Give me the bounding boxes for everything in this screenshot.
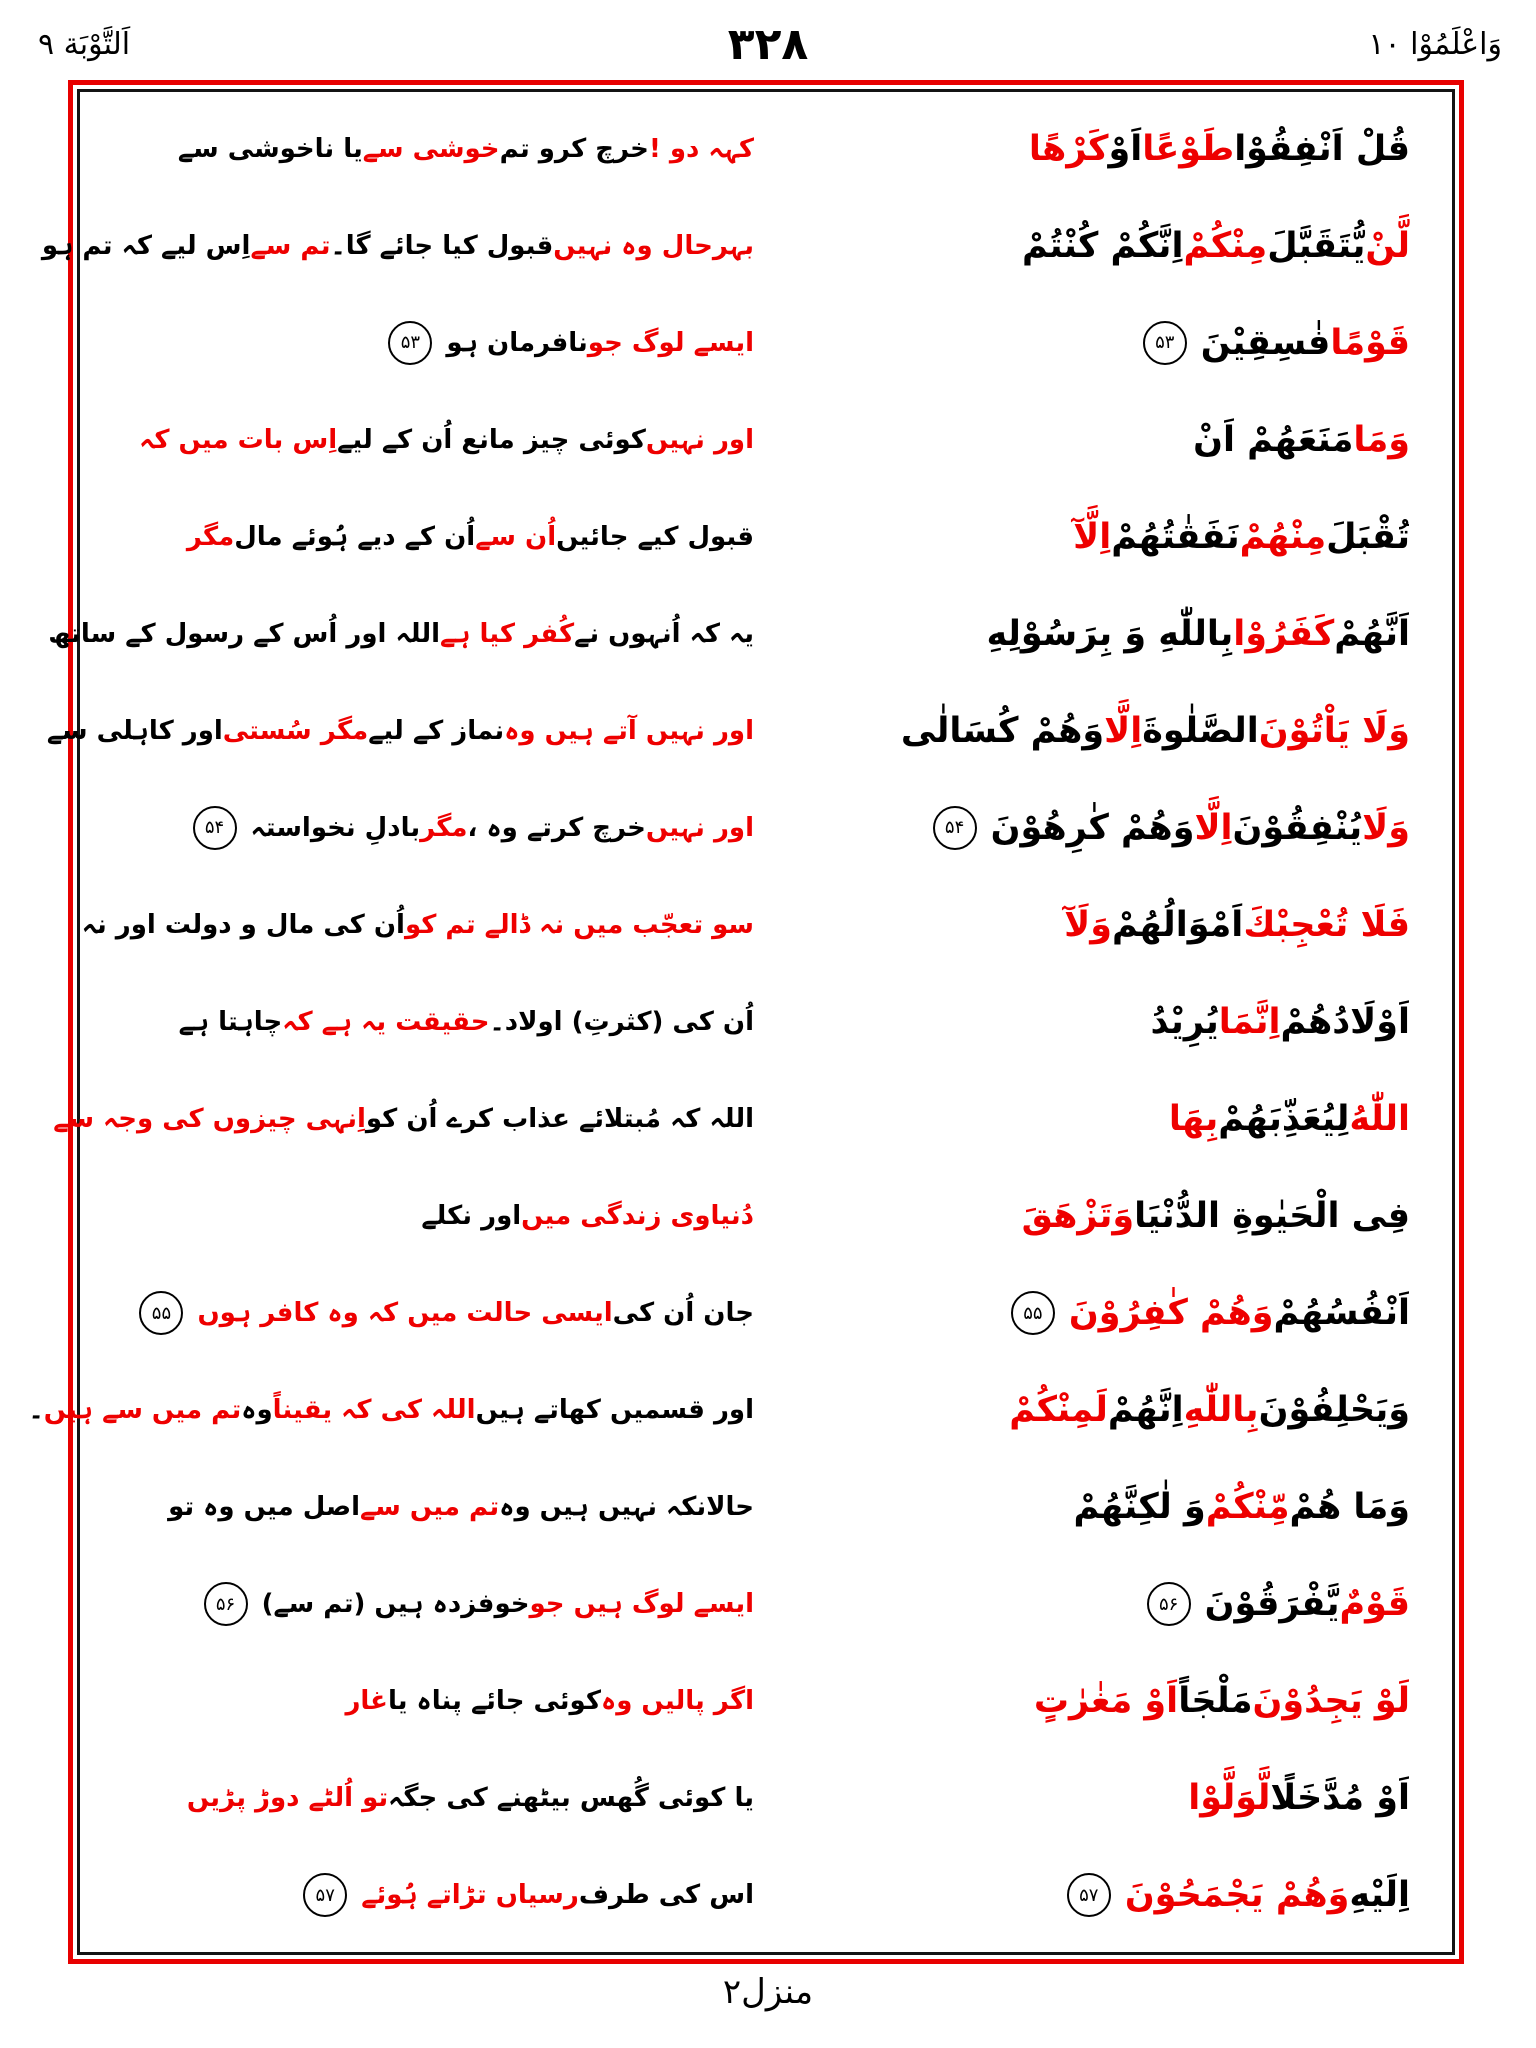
verse-number-badge: ۵۴ bbox=[193, 806, 237, 850]
text-segment: قُلْ اَنْفِقُوْا bbox=[1234, 128, 1410, 169]
page-border-frame bbox=[28, 80, 1464, 1964]
text-segment: غار bbox=[345, 1686, 388, 1717]
manzil-label: منزل۲ bbox=[722, 1972, 814, 2012]
urdu-translation-line-18 bbox=[94, 1750, 754, 1847]
verse-number-badge: ۵۳ bbox=[388, 321, 432, 365]
arabic-quran-line-4 bbox=[774, 391, 1410, 488]
text-segment: قَوْمًا bbox=[1330, 322, 1410, 363]
text-segment: اگر پالیں وہ bbox=[600, 1686, 754, 1717]
inner-border bbox=[28, 89, 1455, 1955]
text-segment: اور کاہلی سے bbox=[46, 715, 223, 746]
text-segment: اَنْفُسُهُمْ bbox=[1273, 1293, 1410, 1334]
text-segment: لِيُعَذِّبَهُمْ bbox=[1218, 1098, 1350, 1139]
text-segment: وَهُمْ يَجْمَحُوْنَ bbox=[1124, 1875, 1350, 1916]
urdu-translation-line-10 bbox=[94, 973, 754, 1070]
text-segment: اور نہیں bbox=[645, 424, 754, 455]
text-segment: اِس بات میں کہ bbox=[139, 424, 338, 455]
text-segment: کہہ دو ! bbox=[648, 133, 754, 164]
arabic-quran-line-14 bbox=[774, 1362, 1410, 1459]
urdu-translation-line-5 bbox=[94, 488, 754, 585]
text-segment: اِنَّمَا bbox=[1218, 1001, 1281, 1042]
arabic-quran-line-15 bbox=[774, 1459, 1410, 1556]
arabic-quran-line-8 bbox=[774, 779, 1410, 876]
urdu-translation-line-3 bbox=[94, 294, 754, 391]
text-segment: اصل میں وہ تو bbox=[168, 1492, 361, 1523]
text-segment: فٰسِقِيْنَ bbox=[1200, 322, 1331, 363]
text-segment: کوئی چیز مانع اُن کے لیے bbox=[337, 424, 646, 455]
text-segment: اِلَّا bbox=[1194, 807, 1233, 848]
text-segment: ایسی حالت میں کہ وہ کافر ہوں bbox=[197, 1298, 613, 1329]
arabic-quran-line-3 bbox=[774, 294, 1410, 391]
arabic-quran-line-16 bbox=[774, 1556, 1410, 1653]
arabic-quran-line-6 bbox=[774, 585, 1410, 682]
text-segment: اِنَّكُمْ كُنْتُمْ bbox=[1021, 225, 1184, 266]
text-segment: اَنَّهُمْ bbox=[1334, 613, 1410, 654]
text-segment: نافرمان ہو bbox=[446, 327, 588, 358]
text-segment: وَهُمْ كٰفِرُوْنَ bbox=[1068, 1293, 1274, 1334]
text-segment: ۔ bbox=[28, 1395, 44, 1426]
verse-number-badge: ۵۵ bbox=[139, 1291, 183, 1335]
text-segment: تم سے bbox=[250, 230, 331, 261]
text-segment: اُن کی (کثرتِ) اولاد۔ bbox=[489, 1006, 754, 1037]
text-segment: اُن کے دیے ہُوئے مال bbox=[234, 521, 476, 552]
urdu-translation-line-8 bbox=[94, 779, 754, 876]
text-segment: نَفَقٰتُهُمْ bbox=[1111, 516, 1240, 557]
text-segment: لَوْ يَجِدُوْنَ bbox=[1252, 1681, 1410, 1722]
text-segment: اُن سے bbox=[475, 521, 557, 552]
arabic-quran-line-2 bbox=[774, 197, 1410, 294]
text-segment: قبول کیا جائے گا۔ bbox=[330, 230, 554, 261]
text-segment: ایسے لوگ ہیں جو bbox=[529, 1589, 754, 1620]
urdu-translation-line-1 bbox=[94, 100, 754, 197]
verse-number-badge: ۵۳ bbox=[1143, 321, 1187, 365]
text-segment: اور قسمیں کھاتے ہیں bbox=[475, 1395, 754, 1426]
verse-number-badge: ۵۵ bbox=[1011, 1291, 1055, 1335]
text-segment: وَمَا bbox=[1353, 419, 1410, 460]
urdu-translation-line-14 bbox=[28, 1362, 754, 1459]
verse-number-badge: ۵۷ bbox=[1067, 1873, 1111, 1917]
text-segment: وَتَزْهَقَ bbox=[1021, 1196, 1135, 1237]
urdu-translation-line-17 bbox=[94, 1653, 754, 1750]
text-segment: قَوْمٌ bbox=[1339, 1584, 1410, 1625]
text-segment: بادلِ نخواستہ bbox=[250, 812, 421, 843]
text-segment: حالانکہ نہیں ہیں وہ bbox=[499, 1492, 754, 1523]
text-segment: یا ناخوشی سے bbox=[177, 133, 363, 164]
text-segment: چاہتا ہے bbox=[178, 1006, 283, 1037]
urdu-translation-line-4 bbox=[94, 391, 754, 488]
text-segment: اللّٰهُ bbox=[1349, 1098, 1410, 1139]
urdu-translation-line-2 bbox=[41, 197, 754, 294]
text-segment: وَلَا bbox=[1362, 807, 1410, 848]
arabic-quran-line-5 bbox=[774, 488, 1410, 585]
text-segment: قبول کیے جائیں bbox=[556, 521, 754, 552]
juz-marker: وَاعْلَمُوْا ۱۰ bbox=[1368, 26, 1502, 62]
text-segment: تُقْبَلَ bbox=[1326, 516, 1410, 557]
arabic-quran-line-7 bbox=[774, 682, 1410, 779]
verse-number-badge: ۵۶ bbox=[1147, 1582, 1191, 1626]
text-segment: اُن کی مال و دولت اور نہ bbox=[81, 909, 405, 940]
urdu-translation-line-16 bbox=[94, 1556, 754, 1653]
urdu-translation-line-12 bbox=[94, 1168, 754, 1265]
text-segment: اَوْ مَغٰرٰتٍ bbox=[1033, 1681, 1179, 1722]
text-segment: الصَّلٰوةَ bbox=[1142, 710, 1259, 751]
text-segment: يُّتَقَبَّلَ bbox=[1267, 225, 1366, 266]
text-segment: اِلَّآ bbox=[1073, 516, 1112, 557]
urdu-translation-line-13 bbox=[94, 1265, 754, 1362]
text-segment: کُفر کیا ہے bbox=[440, 618, 575, 649]
text-segment: مِنْكُمْ bbox=[1183, 225, 1268, 266]
arabic-quran-line-19 bbox=[774, 1847, 1410, 1944]
text-segment: يُنْفِقُوْنَ bbox=[1232, 807, 1363, 848]
text-segment: اللہ کہ مُبتلائے عذاب کرے اُن کو bbox=[365, 1103, 754, 1134]
text-segment: خوفزدہ ہیں (تم سے) bbox=[261, 1589, 530, 1620]
text-segment: اِلَيْهِ bbox=[1349, 1875, 1410, 1916]
text-segment: تم میں سے bbox=[360, 1492, 500, 1523]
text-segment: سو تعجّب میں نہ ڈالے تم کو bbox=[404, 909, 754, 940]
text-segment: مگر bbox=[186, 521, 235, 552]
urdu-translation-line-9 bbox=[81, 876, 754, 973]
text-segment: اَمْوَالُهُمْ bbox=[1112, 904, 1244, 945]
text-segment: وَلَا يَاْتُوْنَ bbox=[1258, 710, 1410, 751]
arabic-text-column bbox=[774, 100, 1410, 1944]
arabic-quran-line-12 bbox=[774, 1168, 1410, 1265]
text-segment: رسیاں تڑاتے ہُوئے bbox=[361, 1880, 579, 1911]
text-segment: فِى الْحَيٰوةِ الدُّنْيَا bbox=[1134, 1196, 1410, 1237]
text-segment: اللہ کی کہ یقیناً bbox=[272, 1395, 476, 1426]
text-segment: مگر bbox=[420, 812, 468, 843]
urdu-translation-column bbox=[28, 100, 754, 1944]
text-segment: وَ لٰكِنَّهُمْ bbox=[1073, 1487, 1206, 1528]
text-segment: يُرِيْدُ bbox=[1150, 1001, 1219, 1042]
text-segment: وَيَحْلِفُوْنَ bbox=[1258, 1390, 1410, 1431]
text-segment: اَوْلَادُهُمْ bbox=[1280, 1001, 1410, 1042]
urdu-translation-line-6 bbox=[48, 585, 754, 682]
text-segment: جان اُن کی bbox=[612, 1298, 754, 1329]
text-segment: خوشی سے bbox=[362, 133, 500, 164]
arabic-quran-line-1 bbox=[774, 100, 1410, 197]
text-segment: اِنَّهُمْ bbox=[1107, 1390, 1184, 1431]
text-segment: اس کی طرف bbox=[578, 1880, 754, 1911]
arabic-quran-line-18 bbox=[774, 1750, 1410, 1847]
text-segment: خرچ کرتے وہ ، bbox=[467, 812, 646, 843]
text-segment: فَلَا تُعْجِبْكَ bbox=[1243, 904, 1410, 945]
text-segment: اللہ اور اُس کے رسول کے ساتھ bbox=[48, 618, 441, 649]
text-segment: اِلَّا bbox=[1104, 710, 1143, 751]
text-segment: اَوْ مُدَّخَلًا bbox=[1270, 1778, 1410, 1819]
text-segment: وَهُمْ كُسَالٰى bbox=[900, 710, 1105, 751]
text-segment: دُنیاوی زندگی میں bbox=[521, 1201, 754, 1232]
text-segment: طَوْعًا bbox=[1142, 128, 1235, 169]
page-number: ۳۲۸ bbox=[727, 18, 809, 70]
text-segment: كَرْهًا bbox=[1028, 128, 1109, 169]
text-segment: مَنَعَهُمْ اَنْ bbox=[1193, 419, 1354, 460]
text-segment: اَوْ bbox=[1108, 128, 1143, 169]
text-segment: يَّفْرَقُوْنَ bbox=[1204, 1584, 1340, 1625]
verse-number-badge: ۵۶ bbox=[204, 1582, 248, 1626]
text-segment: لَّنْ bbox=[1365, 225, 1410, 266]
text-segment: بِاللّٰهِ وَ بِرَسُوْلِهِ bbox=[986, 613, 1234, 654]
text-segment: لَمِنْكُمْ bbox=[1009, 1390, 1108, 1431]
verse-number-badge: ۵۴ bbox=[933, 806, 977, 850]
text-segment: تم میں سے ہیں bbox=[43, 1395, 242, 1426]
text-segment: اور نہیں آتے ہیں وہ bbox=[504, 715, 754, 746]
text-segment: وَلَآ bbox=[1064, 904, 1112, 945]
text-segment: ایسے لوگ جو bbox=[587, 327, 754, 358]
text-segment: حقیقت یہ ہے کہ bbox=[282, 1006, 490, 1037]
text-segment: وہ bbox=[241, 1395, 273, 1426]
text-segment: یہ کہ اُنہوں نے bbox=[574, 618, 754, 649]
text-segment: کوئی جائے پناہ یا bbox=[387, 1686, 601, 1717]
text-segment: خرچ کرو تم bbox=[499, 133, 649, 164]
text-segment: مِنْهُمْ bbox=[1239, 516, 1327, 557]
arabic-quran-line-11 bbox=[774, 1070, 1410, 1167]
text-segment: وَهُمْ كٰرِهُوْنَ bbox=[990, 807, 1195, 848]
arabic-quran-line-9 bbox=[774, 876, 1410, 973]
text-segment: اور نکلے bbox=[421, 1201, 522, 1232]
text-segment: بِهَا bbox=[1168, 1098, 1219, 1139]
text-segment: اور نہیں bbox=[645, 812, 754, 843]
urdu-translation-line-7 bbox=[46, 682, 754, 779]
verse-number-badge: ۵۷ bbox=[303, 1873, 347, 1917]
text-segment: اِس لیے کہ تم ہو bbox=[41, 230, 251, 261]
text-segment: لَّوَلَّوْا bbox=[1188, 1778, 1271, 1819]
text-segment: اِنہی چیزوں کی وجہ سے bbox=[53, 1103, 366, 1134]
arabic-quran-line-13 bbox=[774, 1265, 1410, 1362]
arabic-quran-line-17 bbox=[774, 1653, 1410, 1750]
text-segment: مَلْجَاً bbox=[1178, 1681, 1253, 1722]
urdu-translation-line-19 bbox=[94, 1847, 754, 1944]
text-segment: وَمَا هُمْ bbox=[1289, 1487, 1410, 1528]
arabic-quran-line-10 bbox=[774, 973, 1410, 1070]
text-segment: بِاللّٰهِ bbox=[1183, 1390, 1259, 1431]
urdu-translation-line-11 bbox=[53, 1070, 754, 1167]
text-segment: بہرحال وہ نہیں bbox=[553, 230, 754, 261]
text-segment: یا کوئی گُھس بیٹھنے کی جگہ bbox=[388, 1783, 754, 1814]
text-segment: كَفَرُوْا bbox=[1233, 613, 1335, 654]
text-segment: مِّنْكُمْ bbox=[1205, 1487, 1290, 1528]
text-segment: نماز کے لیے bbox=[368, 715, 505, 746]
urdu-translation-line-15 bbox=[94, 1459, 754, 1556]
surah-name: اَلتَّوْبَة ۹ bbox=[38, 26, 131, 62]
text-segment: تو اُلٹے دوڑ پڑیں bbox=[186, 1783, 389, 1814]
text-segment: مگر سُستی bbox=[222, 715, 369, 746]
